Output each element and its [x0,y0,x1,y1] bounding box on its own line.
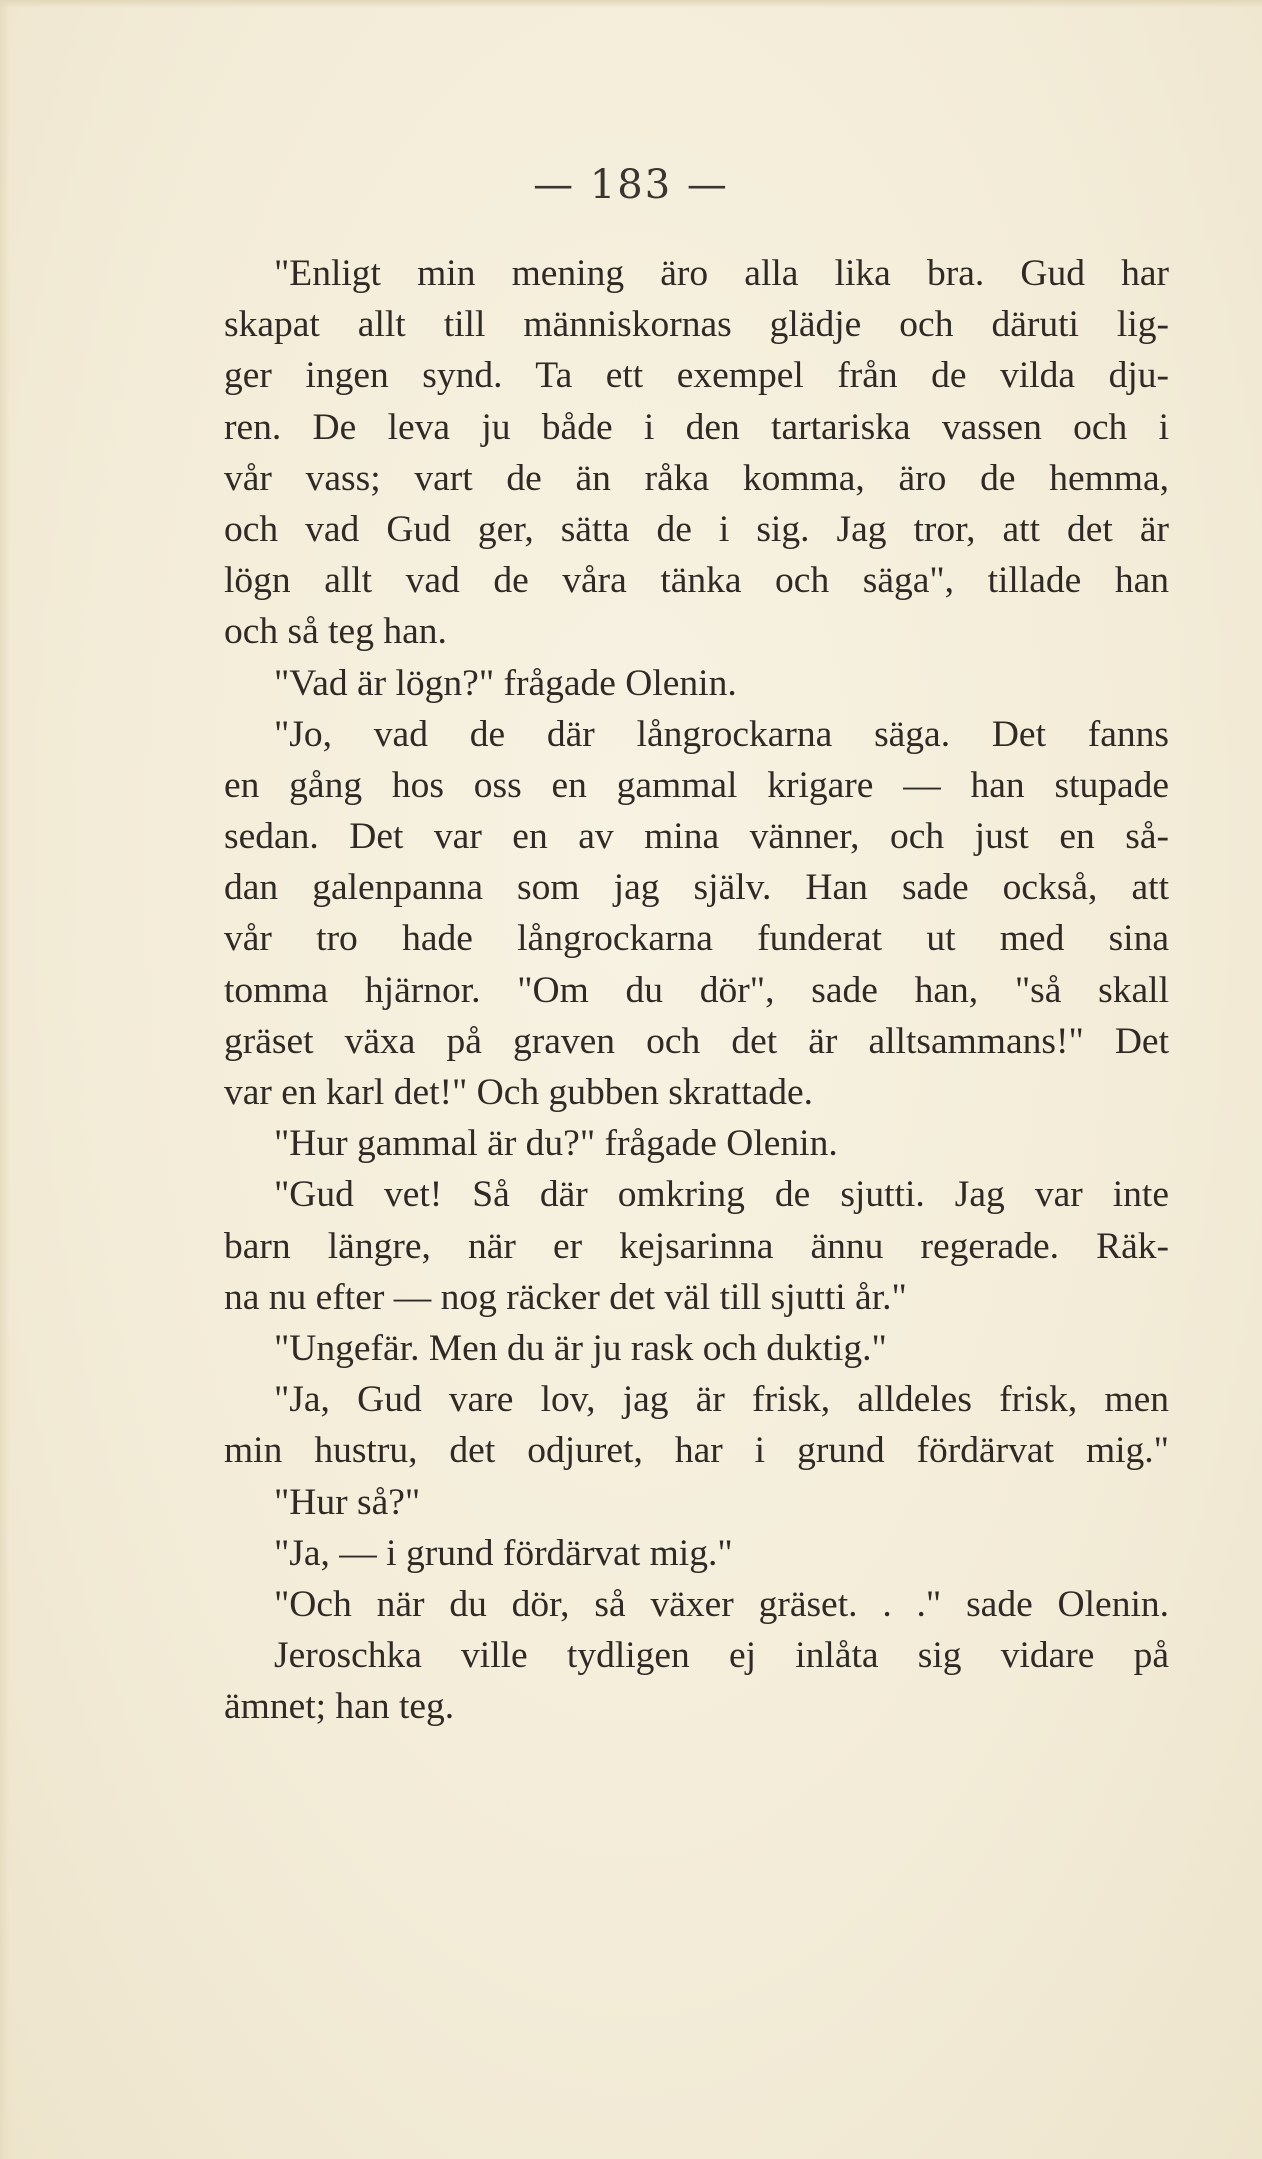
text-line: "Ungefär. Men du är ju rask och duktig." [274,1327,887,1369]
page-number: — 183 — [533,162,729,208]
text-line: ämnet; han teg. [224,1686,455,1728]
text-line: barn längre, när er kejsarinna ännu regerade. Räk- [224,1225,1169,1267]
text-line: ger ingen synd. Ta ett exempel från de vilda dju- [224,355,1169,397]
text-line: vår vass; vart de än råka komma, äro de hemma, [224,457,1169,499]
text-line: skapat allt till människornas glädje och däruti lig- [224,304,1169,346]
text-line: "Jo, vad de där långrockarna säga. Det fanns [274,713,1169,755]
text-line: lögn allt vad de våra tänka och säga", tillade han [224,560,1169,602]
text-line: och så teg han. [224,611,447,653]
text-line: en gång hos oss en gammal krigare — han stupade [224,764,1169,806]
text-line: vår tro hade långrockarna funderat ut med sina [224,918,1169,960]
text-line: "Ja, — i grund fördärvat mig." [274,1532,733,1574]
text-line: och vad Gud ger, sätta de i sig. Jag tror, att det är [224,508,1169,550]
text-line: Jeroschka ville tydligen ej inlåta sig vidare på [274,1635,1169,1677]
text-line: min hustru, det odjuret, har i grund fördärvat mig." [224,1430,1169,1472]
text-line: dan galenpanna som jag själv. Han sade också, att [224,867,1169,909]
page-top-shadow [0,0,1262,8]
text-line: var en karl det!" Och gubben skrattade. [224,1072,814,1113]
text-line: ren. De leva ju både i den tartariska vassen och i [224,406,1169,448]
text-line: sedan. Det var en av mina vänner, och just en så- [224,816,1169,858]
text-line: gräset växa på graven och det är alltsammans!" Det [224,1020,1169,1062]
text-line: "Gud vet! Så där omkring de sjutti. Jag var inte [274,1174,1169,1216]
text-line: "Ja, Gud vare lov, jag är frisk, alldeles frisk, men [274,1379,1169,1421]
text-line: "Hur så?" [274,1481,421,1523]
text-line: "Vad är lögn?" frågade Olenin. [274,662,737,704]
text-line: "Hur gammal är du?" frågade Olenin. [274,1123,838,1165]
text-line: tomma hjärnor. "Om du dör", sade han, "så skall [224,969,1169,1011]
text-line: na nu efter — nog räcker det väl till sjutti år." [224,1276,907,1318]
body-text [224,248,1169,1732]
text-line: "Och när du dör, så växer gräset. . ." sade Olenin. [274,1583,1169,1625]
page-edge-shadow [0,0,10,2159]
text-line: "Enligt min mening äro alla lika bra. Gud har [274,253,1169,294]
